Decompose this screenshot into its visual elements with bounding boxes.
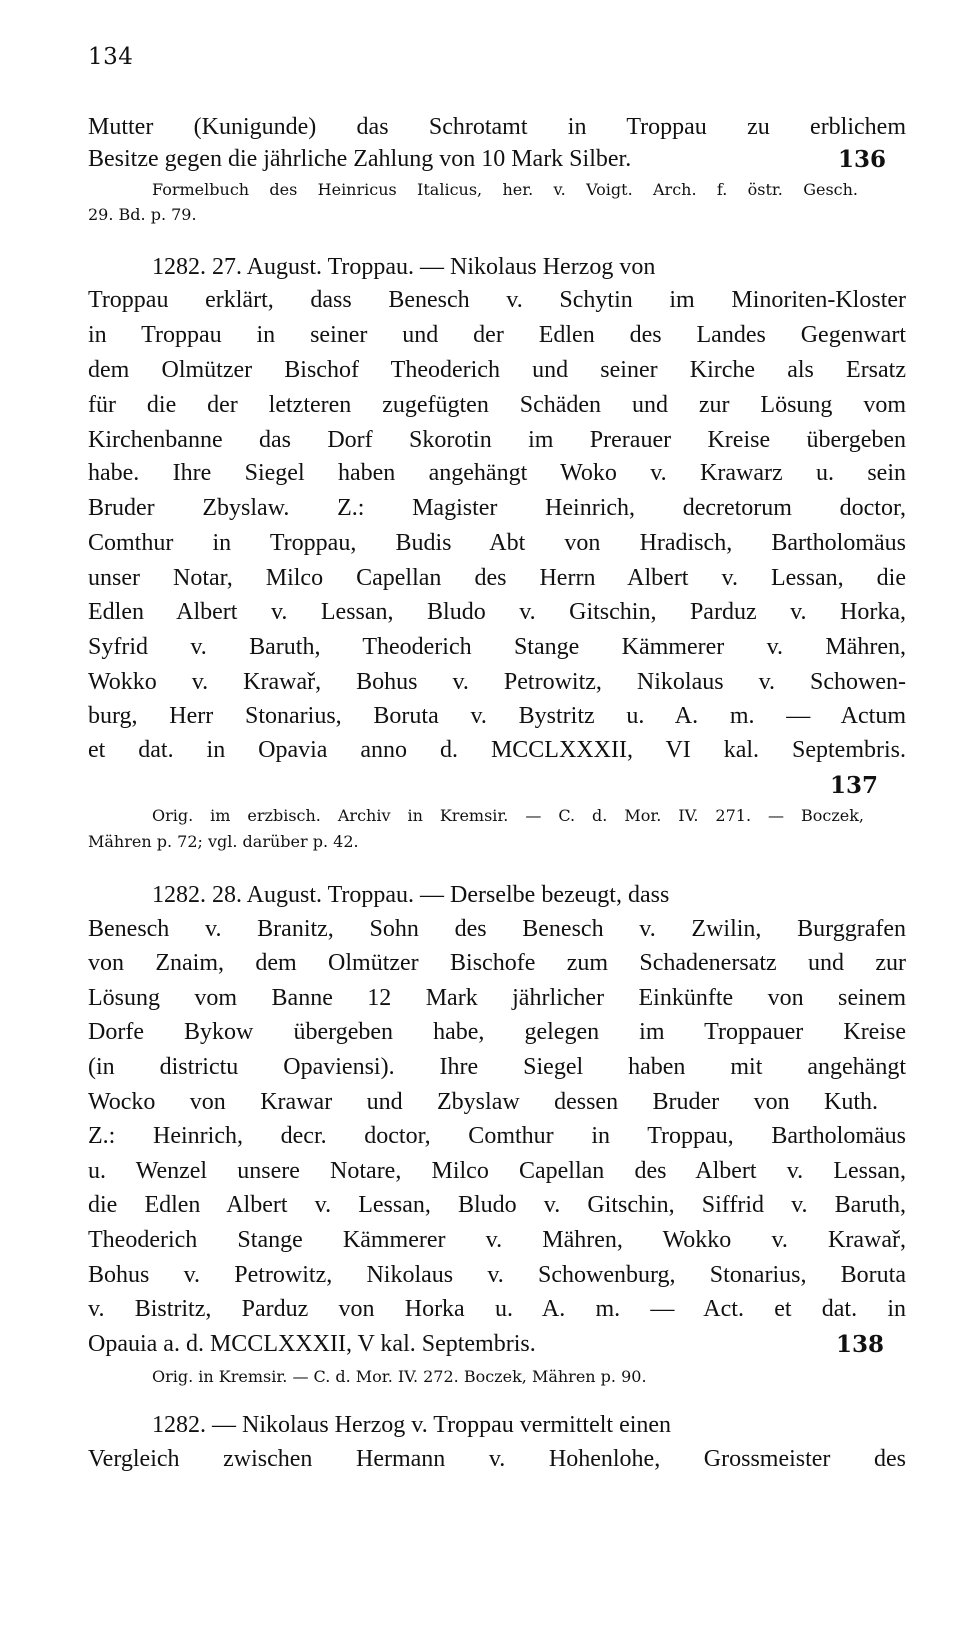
- text-line: Z.: Heinrich, decr. doctor, Comthur in Troppau, Bartholomäus: [88, 1123, 906, 1149]
- footnote-line: Orig. im erzbisch. Archiv in Kremsir. — C. d. Mor. IV. 271. — Boczek,: [152, 806, 864, 825]
- text-line: 1282. 27. August. Troppau. — Nikolaus Herzog von: [152, 254, 656, 280]
- text-line: in Troppau in seiner und der Edlen des Landes Gegenwart: [88, 322, 906, 348]
- text-line: habe. Ihre Siegel haben angehängt Woko v. Krawarz u. sein: [88, 460, 906, 486]
- document-number: 138: [836, 1331, 885, 1358]
- text-line: Comthur in Troppau, Budis Abt von Hradisch, Bartholomäus: [88, 530, 906, 556]
- text-line: et dat. in Opavia anno d. MCCLXXXII, VI kal. Septembris.: [88, 737, 906, 763]
- text-line: Benesch v. Branitz, Sohn des Benesch v. Zwilin, Burggrafen: [88, 916, 906, 942]
- text-line: burg, Herr Stonarius, Boruta v. Bystritz u. A. m. — Actum: [88, 703, 906, 729]
- text-line: Dorfe Bykow übergeben habe, gelegen im Troppauer Kreise: [88, 1019, 906, 1045]
- text-line: von Znaim, dem Olmützer Bischofe zum Schadenersatz und zur: [88, 950, 906, 976]
- text-line: Vergleich zwischen Hermann v. Hohenlohe, Grossmeister des: [88, 1446, 906, 1472]
- text-line: Kirchenbanne das Dorf Skorotin im Prerauer Kreise übergeben: [88, 427, 906, 453]
- text-line: Besitze gegen die jährliche Zahlung von 10 Mark Silber.: [88, 146, 632, 172]
- text-line: die Edlen Albert v. Lessan, Bludo v. Gitschin, Siffrid v. Baruth,: [88, 1192, 906, 1218]
- text-line: für die der letzteren zugefügten Schäden und zur Lösung vom: [88, 392, 906, 418]
- text-line: Edlen Albert v. Lessan, Bludo v. Gitschin, Parduz v. Horka,: [88, 599, 906, 625]
- footnote-line: 29. Bd. p. 79.: [88, 205, 197, 224]
- text-line: Syfrid v. Baruth, Theoderich Stange Kämmerer v. Mähren,: [88, 634, 906, 660]
- text-line: Troppau erklärt, dass Benesch v. Schytin im Minoriten-Kloster: [88, 287, 906, 313]
- text-line: dem Olmützer Bischof Theoderich und seiner Kirche als Ersatz: [88, 357, 906, 383]
- text-line: u. Wenzel unsere Notare, Milco Capellan des Albert v. Lessan,: [88, 1158, 906, 1184]
- page-number: 134: [88, 44, 134, 70]
- text-line: Theoderich Stange Kämmerer v. Mähren, Wokko v. Krawař,: [88, 1227, 906, 1253]
- text-line: 1282. 28. August. Troppau. — Derselbe bezeugt, dass: [152, 882, 670, 908]
- text-line: v. Bistritz, Parduz von Horka u. A. m. — Act. et dat. in: [88, 1296, 906, 1322]
- text-line: 1282. — Nikolaus Herzog v. Troppau vermittelt einen: [152, 1412, 672, 1438]
- text-line: Bohus v. Petrowitz, Nikolaus v. Schowenburg, Stonarius, Boruta: [88, 1262, 906, 1288]
- text-line: unser Notar, Milco Capellan des Herrn Albert v. Lessan, die: [88, 565, 906, 591]
- text-line: Wokko v. Krawař, Bohus v. Petrowitz, Nikolaus v. Schowen-: [88, 669, 906, 695]
- footnote-line: Orig. in Kremsir. — C. d. Mor. IV. 272. Boczek, Mähren p. 90.: [152, 1367, 647, 1386]
- document-number: 137: [830, 772, 879, 799]
- text-line: Wocko von Krawar und Zbyslaw dessen Bruder von Kuth.: [88, 1089, 878, 1115]
- footnote-line: Formelbuch des Heinricus Italicus, her. v. Voigt. Arch. f. östr. Gesch.: [152, 180, 858, 199]
- text-line: Bruder Zbyslaw. Z.: Magister Heinrich, decretorum doctor,: [88, 495, 906, 521]
- text-line: Lösung vom Banne 12 Mark jährlicher Einkünfte von seinem: [88, 985, 906, 1011]
- document-number: 136: [838, 146, 887, 173]
- footnote-line: Mähren p. 72; vgl. darüber p. 42.: [88, 832, 359, 851]
- text-line: Opauia a. d. MCCLXXXII, V kal. Septembris.: [88, 1331, 536, 1357]
- text-line: (in districtu Opaviensi). Ihre Siegel haben mit angehängt: [88, 1054, 906, 1080]
- text-line: Mutter (Kunigunde) das Schrotamt in Troppau zu erblichem: [88, 114, 906, 140]
